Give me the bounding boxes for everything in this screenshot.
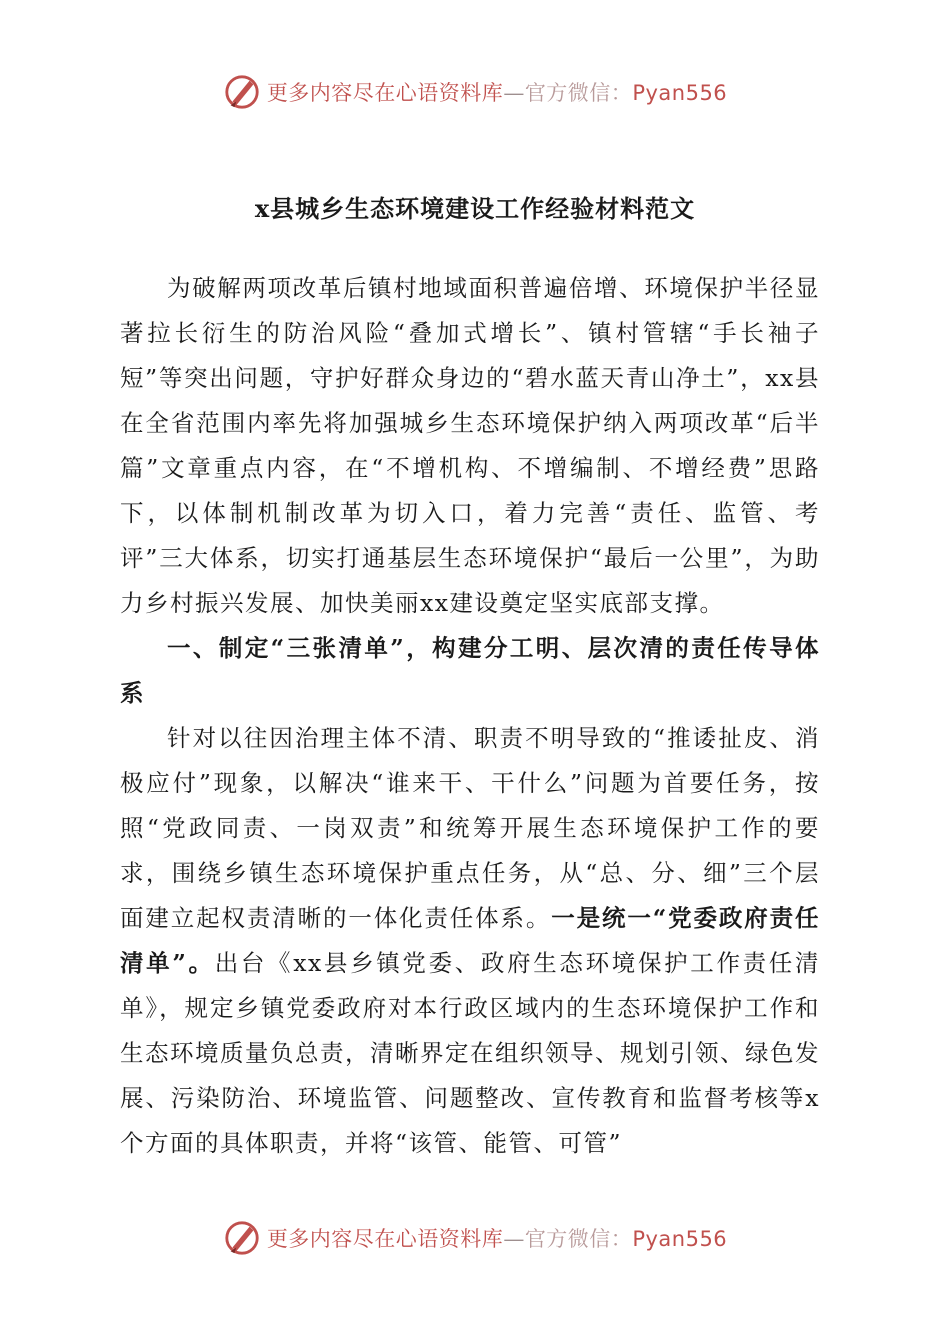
intro-paragraph: 为破解两项改革后镇村地域面积普遍倍增、环境保护半径显著拉长衍生的防治风险“叠加式增长”、镇村管辖“手长袖子短”等突出问题，守护好群众身边的“碧水蓝天青山净土”，xx县在全省范围内率先将加强城乡生态环境保护纳入两项改革“后半篇”文章重点内容，在“不增机构、不增编制、不增经费”思路下，以体制机制改革为切入口，着力完善“责任、监管、考评”三大体系，切实打通基层生态环境保护“最后一公里”，为助力乡村振兴发展、加快美丽xx建设奠定坚实底部支撑。 — [120, 274, 820, 617]
watermark-banner-bottom — [0, 1216, 950, 1260]
document-title: x县城乡生态环境建设工作经验材料范文 — [254, 194, 696, 223]
document-body — [120, 266, 820, 1166]
watermark-banner-top — [0, 70, 950, 114]
pen-in-circle-icon — [223, 1219, 261, 1257]
pen-in-circle-icon — [223, 73, 261, 111]
watermark-text: 更多内容尽在心语资料库—官方微信：Pyan556 — [266, 1227, 728, 1251]
section-heading: 一、制定“三张清单”，构建分工明、层次清的责任传导体系 — [120, 634, 820, 707]
bold-key-point: 一是统一“党委政府责任清单”。 — [120, 904, 820, 977]
watermark-text: 更多内容尽在心语资料库—官方微信：Pyan556 — [266, 81, 728, 105]
section-paragraph-continuation: 出台《xx县乡镇党委、政府生态环境保护工作责任清单》，规定乡镇党委政府对本行政区域内的生态环境保护工作和生态环境质量负总责，清晰界定在组织领导、规划引领、绿色发展、污染防治、环境监管、问题整改、宣传教育和监督考核等x个方面的具体职责，并将“该管、能管、可管” — [120, 949, 820, 1157]
section-paragraph-text: 针对以往因治理主体不清、职责不明导致的“推诿扯皮、消极应付”现象，以解决“谁来干、干什么”问题为首要任务，按照“党政同责、一岗双责”和统筹开展生态环境保护工作的要求，围绕乡镇生态环境保护重点任务，从“总、分、细”三个层面建立起权责清晰的一体化责任体系。 — [120, 724, 820, 932]
section-paragraph — [120, 716, 820, 1166]
